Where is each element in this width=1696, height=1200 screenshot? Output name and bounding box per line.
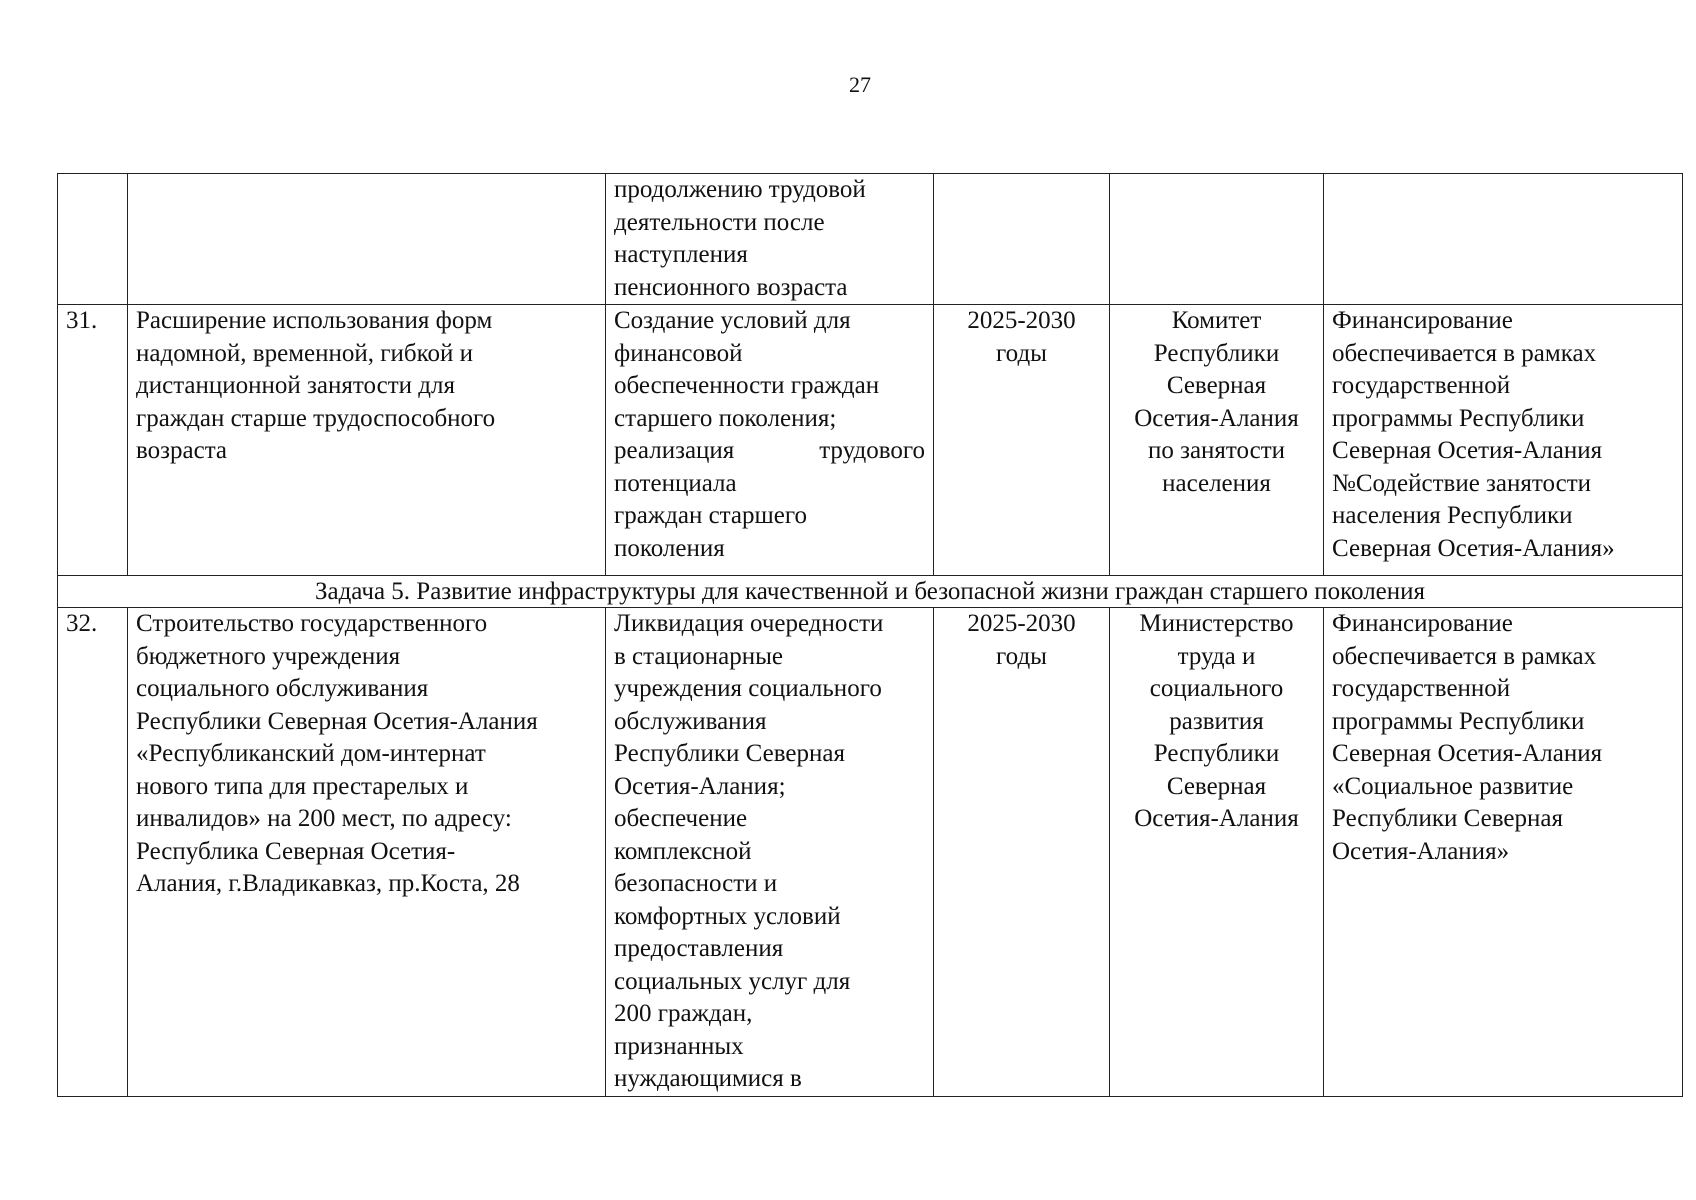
result-line: старшего поколения; [614,404,837,432]
executor-line: Министерство [1139,610,1294,637]
executor-line: Осетия-Алания [1134,404,1299,432]
task-heading: Задача 5. Развитие инфраструктуры для качественной и безопасной жизни граждан старшего поколения [58,576,1683,608]
executor-line: Осетия-Алания [1134,805,1299,832]
financing-line: программы Республики [1332,404,1585,432]
cell-name [128,174,606,305]
result-line: комфортных условий [614,902,841,930]
name-line: Республики Северная Осетия-Алания [136,707,538,735]
financing-line: государственной [1332,675,1511,702]
result-line: социальных услуг для [614,967,851,995]
financing-line: Северная Осетия-Алания» [1332,534,1615,562]
result-line: признанных [614,1032,744,1060]
cell-financing [1324,608,1683,1097]
cell-term [934,174,1110,305]
result-line: 200 граждан, [614,1000,753,1027]
term-line: 2025-2030 [967,307,1076,334]
name-line: нового типа для престарелых и [136,772,469,800]
cell-number: 32. [58,608,128,1097]
name-line: Алания, г.Владикавказ, пр.Коста, 28 [136,870,520,897]
cell-result [606,305,934,576]
executor-line: Комитет [1171,307,1262,334]
result-line: в стационарные [614,642,783,670]
executor-line: Северная [1166,772,1267,800]
result-line: потенциала [614,469,737,497]
cell-executor [1110,174,1324,305]
result-line: наступления [614,241,748,268]
name-line: возраста [136,437,228,464]
table-row [58,608,1683,1097]
term-line: 2025-2030 [967,610,1076,637]
result-line: обеспеченности граждан [614,372,880,399]
name-line: Расширение использования форм [136,307,493,334]
name-line: надомной, временной, гибкой и [136,339,473,367]
term-line: годы [996,642,1047,670]
name-line: инвалидов» на 200 мест, по адресу: [136,805,512,832]
executor-line: Республики [1153,339,1280,367]
financing-line: Финансирование [1332,307,1513,334]
measures-table [57,173,1683,1097]
result-line: продолжению трудовой [614,176,866,203]
name-line: «Республиканский дом-интернат [136,740,486,767]
financing-line: Северная Осетия-Алания [1332,437,1603,464]
table-row [58,305,1683,576]
result-line: предоставления [614,935,784,962]
name-line: дистанционной занятости для [136,372,455,399]
executor-line: населения [1162,469,1271,497]
executor-line: развития [1169,707,1264,735]
financing-line: программы Республики [1332,707,1585,735]
name-line: социального обслуживания [136,675,429,702]
financing-line: государственной [1332,372,1511,399]
name-line: Строительство государственного [136,610,488,637]
term-line: годы [996,339,1047,367]
result-line: Ликвидация очередности [614,610,884,637]
executor-line: Северная [1166,372,1267,399]
cell-name [128,305,606,576]
financing-line: Финансирование [1332,610,1513,637]
cell-executor [1110,305,1324,576]
cell-executor [1110,608,1324,1097]
cell-result [606,608,934,1097]
result-line: комплексной [614,837,752,865]
result-line: поколения [614,534,725,562]
name-line: граждан старше трудоспособного [136,404,496,432]
cell-number [58,174,128,305]
result-line: Создание условий для [614,307,851,334]
executor-line: Республики [1153,740,1280,767]
result-line: пенсионного возраста [614,273,848,301]
cell-term [934,305,1110,576]
executor-line: труда и [1177,642,1256,670]
cell-number: 31. [58,305,128,576]
executor-line: социального [1149,675,1284,702]
table-row-continuation [58,174,1683,305]
result-line: Республики Северная [614,740,845,767]
result-word: трудового [819,437,925,464]
result-line: граждан старшего [614,502,807,529]
cell-term [934,608,1110,1097]
financing-line: «Социальное развитие [1332,772,1574,800]
financing-line: населения Республики [1332,502,1573,529]
result-line: учреждения социального [614,675,882,702]
page-number: 27 [849,72,871,97]
result-line: нуждающимися в [614,1065,802,1092]
cell-financing [1324,174,1683,305]
cell-result [606,174,934,305]
cell-financing [1324,305,1683,576]
cell-name [128,608,606,1097]
task-heading-row [58,576,1683,608]
result-line: Осетия-Алания; [614,772,786,800]
financing-line: Республики Северная [1332,805,1563,832]
financing-line: обеспечивается в рамках [1332,339,1597,367]
financing-line: Северная Осетия-Алания [1332,740,1603,767]
financing-line: №Содействие занятости [1332,469,1592,497]
result-line: обеспечение [614,805,748,832]
result-line: безопасности и [614,870,778,897]
result-line: финансовой [614,339,743,367]
name-line: бюджетного учреждения [136,642,401,670]
result-line: деятельности после [614,208,825,236]
financing-line: обеспечивается в рамках [1332,642,1597,670]
result-word: реализация [614,437,735,464]
executor-line: по занятости [1147,437,1286,464]
result-line: обслуживания [614,707,767,735]
financing-line: Осетия-Алания» [1332,837,1510,865]
result-line-justified [614,435,925,468]
name-line: Республика Северная Осетия- [136,837,456,865]
